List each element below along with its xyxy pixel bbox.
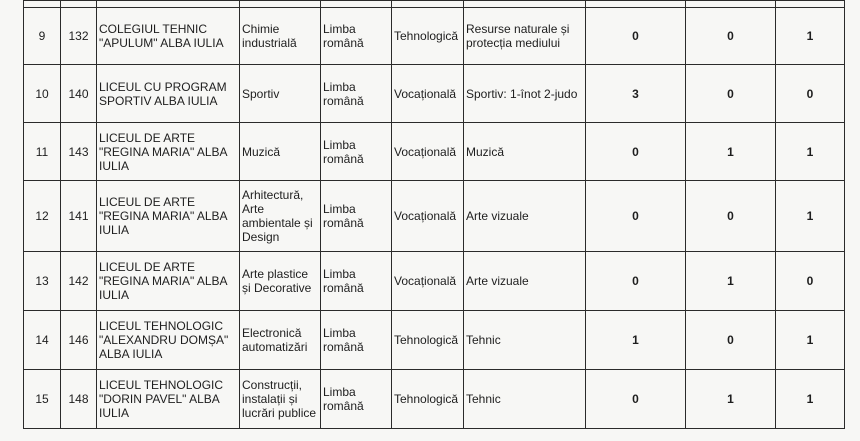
profile: Vocațională <box>392 252 464 311</box>
value-3: 1 <box>776 370 845 429</box>
language: Limba română <box>321 311 392 370</box>
table-row <box>24 65 845 123</box>
language: Limba română <box>321 181 392 252</box>
school-name: LICEUL TEHNOLOGIC "DORIN PAVEL" ALBA IULIA <box>97 370 240 429</box>
specialization: Resurse naturale și protecția mediului <box>464 8 586 65</box>
table-top-edge <box>24 1 845 8</box>
row-number: 11 <box>24 123 61 181</box>
profile: Tehnologică <box>392 8 464 65</box>
value-1: 0 <box>586 370 686 429</box>
table-row <box>24 181 845 252</box>
specialization: Muzică <box>464 123 586 181</box>
row-number: 12 <box>24 181 61 252</box>
domain: Muzică <box>240 123 321 181</box>
domain: Arte plastice și Decorative <box>240 252 321 311</box>
language: Limba română <box>321 123 392 181</box>
profile: Tehnologică <box>392 311 464 370</box>
school-name: LICEUL DE ARTE "REGINA MARIA" ALBA IULIA <box>97 252 240 311</box>
school-name: LICEUL CU PROGRAM SPORTIV ALBA IULIA <box>97 65 240 123</box>
specialization: Sportiv: 1-înot 2-judo <box>464 65 586 123</box>
value-1: 0 <box>586 8 686 65</box>
row-number: 15 <box>24 370 61 429</box>
value-3: 1 <box>776 181 845 252</box>
profile: Tehnologică <box>392 370 464 429</box>
value-1: 1 <box>586 311 686 370</box>
school-code: 142 <box>61 252 97 311</box>
value-1: 0 <box>586 181 686 252</box>
row-number: 13 <box>24 252 61 311</box>
school-code: 141 <box>61 181 97 252</box>
school-name: LICEUL TEHNOLOGIC "ALEXANDRU DOMȘA" ALBA IULIA <box>97 311 240 370</box>
value-3: 1 <box>776 8 845 65</box>
value-3: 1 <box>776 311 845 370</box>
school-name: COLEGIUL TEHNIC "APULUM" ALBA IULIA <box>97 8 240 65</box>
specialization: Tehnic <box>464 370 586 429</box>
specialization: Arte vizuale <box>464 252 586 311</box>
table-row <box>24 370 845 429</box>
value-2: 1 <box>686 123 776 181</box>
schools-table <box>23 0 845 429</box>
language: Limba română <box>321 252 392 311</box>
language: Limba română <box>321 65 392 123</box>
table-row <box>24 311 845 370</box>
value-2: 0 <box>686 65 776 123</box>
table-row <box>24 123 845 181</box>
domain: Sportiv <box>240 65 321 123</box>
value-1: 0 <box>586 252 686 311</box>
specialization: Tehnic <box>464 311 586 370</box>
domain: Construcții, instalații și lucrări publice <box>240 370 321 429</box>
value-3: 0 <box>776 252 845 311</box>
value-2: 1 <box>686 370 776 429</box>
school-code: 148 <box>61 370 97 429</box>
profile: Vocațională <box>392 181 464 252</box>
value-2: 0 <box>686 181 776 252</box>
domain: Electronică automatizări <box>240 311 321 370</box>
school-name: LICEUL DE ARTE "REGINA MARIA" ALBA IULIA <box>97 181 240 252</box>
value-3: 0 <box>776 65 845 123</box>
row-number: 9 <box>24 8 61 65</box>
school-code: 140 <box>61 65 97 123</box>
value-3: 1 <box>776 123 845 181</box>
language: Limba română <box>321 8 392 65</box>
table-row <box>24 8 845 65</box>
value-2: 0 <box>686 311 776 370</box>
row-number: 14 <box>24 311 61 370</box>
profile: Vocațională <box>392 123 464 181</box>
language: Limba română <box>321 370 392 429</box>
value-1: 0 <box>586 123 686 181</box>
school-code: 146 <box>61 311 97 370</box>
domain: Arhitectură, Arte ambientale și Design <box>240 181 321 252</box>
school-name: LICEUL DE ARTE "REGINA MARIA" ALBA IULIA <box>97 123 240 181</box>
row-number: 10 <box>24 65 61 123</box>
specialization: Arte vizuale <box>464 181 586 252</box>
domain: Chimie industrială <box>240 8 321 65</box>
value-1: 3 <box>586 65 686 123</box>
school-code: 132 <box>61 8 97 65</box>
school-code: 143 <box>61 123 97 181</box>
profile: Vocațională <box>392 65 464 123</box>
table-row <box>24 252 845 311</box>
value-2: 1 <box>686 252 776 311</box>
value-2: 0 <box>686 8 776 65</box>
